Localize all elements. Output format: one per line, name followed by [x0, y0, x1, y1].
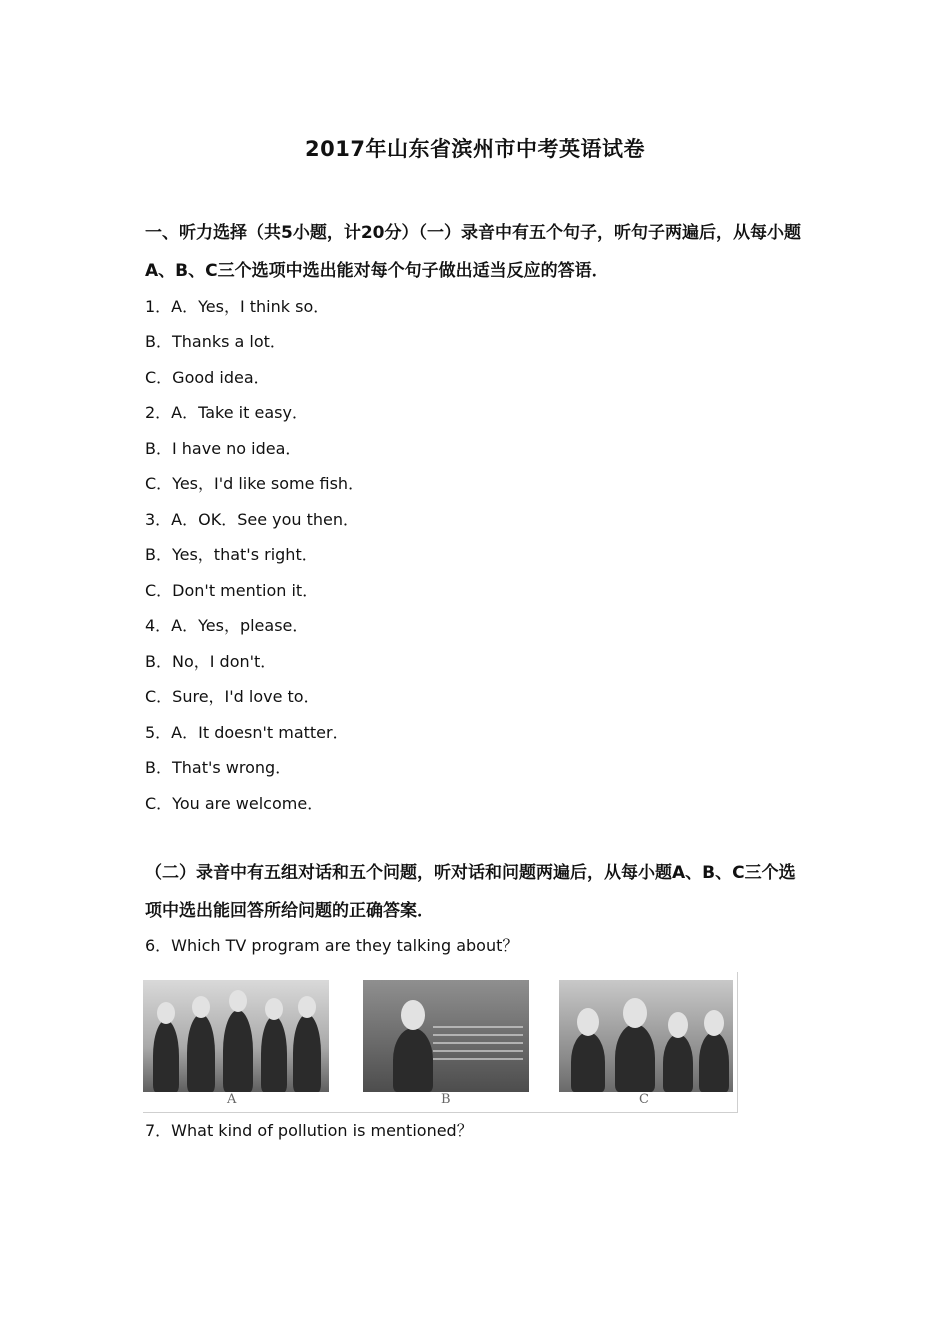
question-5-option-c: C．You are welcome． [145, 794, 324, 813]
person-silhouette [615, 1024, 655, 1092]
tv-program-photo-c [559, 980, 733, 1092]
question-1-option-c: C．Good idea． [145, 368, 270, 387]
question-4-option-b: B．No，I don't． [145, 652, 277, 671]
question-1-option-b: B．Thanks a lot． [145, 332, 286, 351]
question-4-option-c: C．Sure，I'd love to． [145, 687, 320, 706]
person-face [401, 1000, 425, 1030]
section-heading-listening-part-2: （二）录音中有五组对话和五个问题，听对话和问题两遍后，从每小题A、B、C三个选项中选出能回答所给问题的正确答案． [145, 863, 796, 921]
question-4-option-a: 4．A．Yes，please． [145, 616, 309, 635]
person-silhouette [187, 1014, 215, 1092]
person-face [298, 996, 316, 1018]
person-face [229, 990, 247, 1012]
person-face [157, 1002, 175, 1024]
photo-label-a: A [227, 1092, 237, 1107]
question-2-option-c: C．Yes，I'd like some fish． [145, 474, 365, 493]
question-6-photo-options [143, 972, 738, 1113]
person-silhouette [223, 1010, 253, 1092]
section-heading-listening-part-1: 一、听力选择（共5小题，计20分）（一）录音中有五个句子，听句子两遍后，从每小题A、B、C三个选项中选出能对每个句子做出适当反应的答语． [145, 223, 801, 281]
page-title: 2017年山东省滨州市中考英语试卷 [305, 137, 645, 161]
person-silhouette [699, 1032, 729, 1092]
person-silhouette [663, 1034, 693, 1092]
photo-label-c: C [639, 1092, 649, 1107]
tv-program-photo-a [143, 980, 329, 1092]
question-3-option-c: C．Don't mention it． [145, 581, 319, 600]
person-silhouette [261, 1016, 287, 1092]
question-6: 6．Which TV program are they talking about？ [145, 936, 519, 955]
person-silhouette [153, 1020, 179, 1092]
question-3-option-b: B．Yes，that's right． [145, 545, 318, 564]
person-face [623, 998, 647, 1028]
question-5-option-b: B．That's wrong． [145, 758, 292, 777]
screen-text-overlay [433, 1026, 523, 1066]
question-3-option-a: 3．A．OK．See you then． [145, 510, 360, 529]
person-face [704, 1010, 724, 1036]
person-face [265, 998, 283, 1020]
person-face [668, 1012, 688, 1038]
person-silhouette [293, 1014, 321, 1092]
photo-label-b: B [441, 1092, 451, 1107]
question-5-option-a: 5．A．It doesn't matter． [145, 723, 349, 742]
question-2-option-b: B．I have no idea． [145, 439, 302, 458]
person-silhouette [393, 1028, 433, 1092]
person-silhouette [571, 1032, 605, 1092]
person-face [577, 1008, 599, 1036]
question-7: 7．What kind of pollution is mentioned？ [145, 1121, 473, 1140]
tv-program-photo-b [363, 980, 529, 1092]
person-face [192, 996, 210, 1018]
question-1-option-a: 1．A．Yes，I think so． [145, 297, 330, 316]
question-2-option-a: 2．A．Take it easy． [145, 403, 308, 422]
